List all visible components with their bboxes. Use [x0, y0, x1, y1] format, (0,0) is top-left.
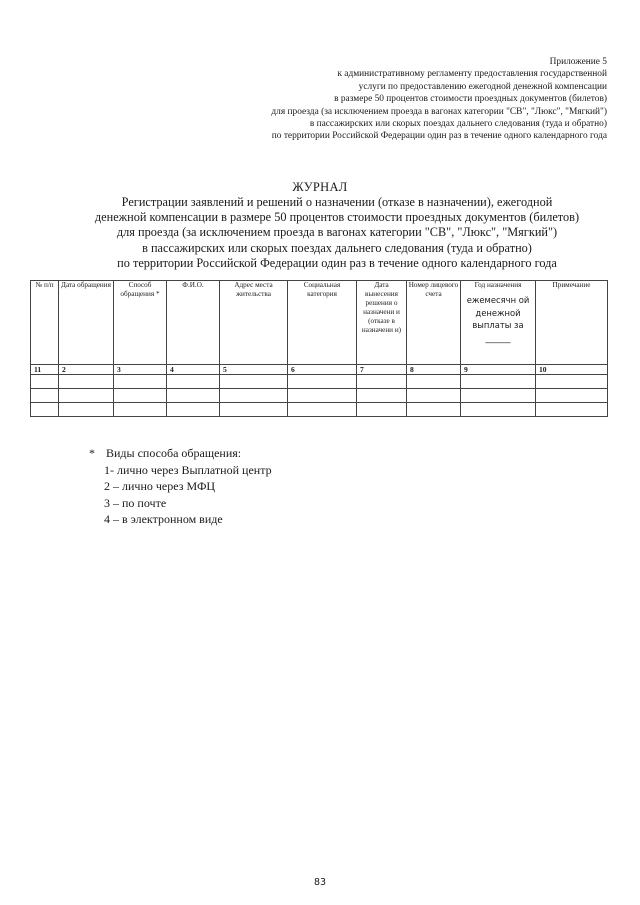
col-header-year-extra: ежемесячн ой денежной выплаты за ______	[466, 295, 530, 343]
column-number-row	[31, 365, 608, 375]
empty-cell	[31, 389, 59, 403]
empty-cell	[31, 375, 59, 389]
notes-heading-line	[89, 445, 272, 462]
empty-cell	[461, 375, 536, 389]
notes-item: 3 – по почте	[104, 495, 167, 510]
empty-cell	[357, 389, 407, 403]
empty-cell	[461, 403, 536, 417]
journal-table	[30, 280, 608, 417]
column-number: 10	[536, 365, 608, 375]
appendix-line: по территории Российской Федерации один раз в течение одного календарного года	[271, 131, 607, 142]
empty-cell	[59, 403, 114, 417]
notes-heading: Виды способа обращения:	[106, 446, 242, 460]
empty-cell	[167, 389, 220, 403]
journal-subtitle-line: денежной компенсации в размере 50 процентов стоимости проездных документов (билетов)	[94, 210, 580, 225]
table-row-empty	[31, 403, 608, 417]
empty-cell	[220, 389, 288, 403]
column-number: 2	[59, 365, 114, 375]
column-number: 8	[407, 365, 461, 375]
column-number: 6	[288, 365, 357, 375]
empty-cell	[461, 389, 536, 403]
empty-cell	[288, 375, 357, 389]
col-header-year	[461, 281, 536, 365]
method-notes	[89, 445, 272, 528]
empty-cell	[59, 375, 114, 389]
appendix-line: к административному регламенту предоставления государственной	[337, 69, 607, 80]
notes-item: 1- лично через Выплатной центр	[104, 462, 272, 477]
page-number: 83	[313, 877, 327, 888]
empty-cell	[288, 389, 357, 403]
table-header-row	[31, 281, 608, 365]
col-header-year-label: Год назначения	[474, 281, 522, 289]
empty-cell	[536, 375, 608, 389]
table-row-empty	[31, 389, 608, 403]
empty-cell	[167, 403, 220, 417]
col-header-account: Номер лицевого счета	[407, 281, 461, 365]
appendix-header	[87, 56, 607, 143]
journal-title: ЖУРНАЛ	[292, 180, 348, 194]
column-number: 4	[167, 365, 220, 375]
col-header-address: Адрес места жительства	[220, 281, 288, 365]
empty-cell	[220, 403, 288, 417]
appendix-line: услуги по предоставлению ежегодной денежной компенсации	[358, 81, 607, 92]
column-number: 5	[220, 365, 288, 375]
col-header-category: Социальная категория	[288, 281, 357, 365]
col-header-note: Примечание	[536, 281, 608, 365]
empty-cell	[114, 403, 167, 417]
column-number: 9	[461, 365, 536, 375]
appendix-line: в пассажирских или скорых поездах дальнего следования (туда и обратно)	[309, 119, 607, 130]
column-number: 7	[357, 365, 407, 375]
footnote-star: *	[89, 446, 95, 460]
table-row-empty	[31, 375, 608, 389]
appendix-line: в размере 50 процентов стоимости проездных документов (билетов)	[334, 94, 607, 105]
empty-cell	[407, 389, 461, 403]
empty-cell	[357, 403, 407, 417]
journal-subtitle-line: по территории Российской Федерации один раз в течение одного календарного года	[117, 255, 557, 270]
empty-cell	[536, 403, 608, 417]
col-header-date: Дата обращения	[59, 281, 114, 365]
journal-subtitle	[78, 195, 596, 271]
col-header-name: Ф.И.О.	[167, 281, 220, 365]
journal-subtitle-line: Регистрации заявлений и решений о назначении (отказе в назначении), ежегодной	[121, 195, 553, 209]
empty-cell	[59, 389, 114, 403]
empty-cell	[114, 389, 167, 403]
empty-cell	[536, 389, 608, 403]
empty-cell	[167, 375, 220, 389]
empty-cell	[407, 403, 461, 417]
empty-cell	[220, 375, 288, 389]
empty-cell	[357, 375, 407, 389]
notes-item: 4 – в электронном виде	[104, 512, 223, 527]
journal-subtitle-line: для проезда (за исключением проезда в вагонах категории "СВ", "Люкс", "Мягкий")	[116, 225, 558, 240]
col-header-decision-date: Дата вынесения решения о назначени и (отказе в назначени и)	[357, 281, 407, 365]
empty-cell	[114, 375, 167, 389]
col-header-method: Способ обращения *	[114, 281, 167, 365]
empty-cell	[407, 375, 461, 389]
appendix-line: для проезда (за исключением проезда в вагонах категории "СВ", "Люкс", "Мягкий")	[271, 106, 607, 117]
journal-subtitle-line: в пассажирских или скорых поездах дальнего следования (туда и обратно)	[142, 240, 532, 255]
column-number: 3	[114, 365, 167, 375]
appendix-line: Приложение 5	[549, 57, 607, 67]
empty-cell	[31, 403, 59, 417]
notes-item: 2 – лично через МФЦ	[104, 479, 216, 494]
column-number: 11	[31, 365, 59, 375]
empty-cell	[288, 403, 357, 417]
col-header-number: № п/п	[31, 281, 59, 365]
